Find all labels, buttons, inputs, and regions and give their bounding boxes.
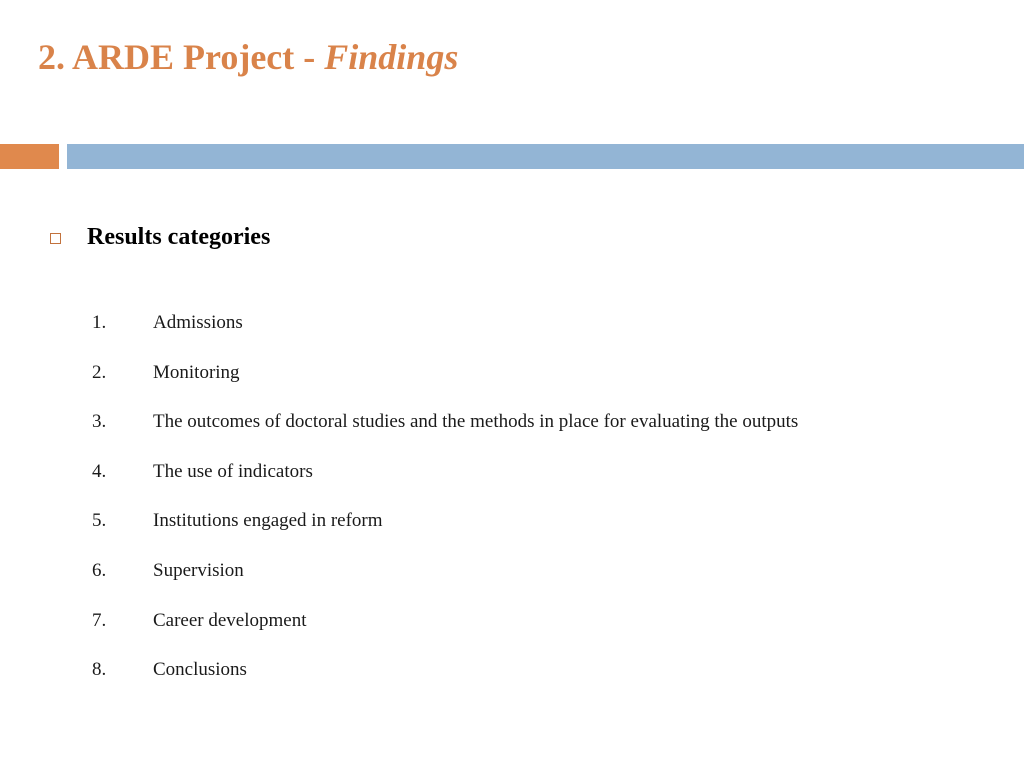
list-item-number: 4. xyxy=(92,460,107,482)
list-item xyxy=(92,312,798,362)
list-item-number: 6. xyxy=(92,559,107,581)
list-item-text: Supervision xyxy=(153,559,244,581)
list-item xyxy=(92,510,798,560)
list-item-text: Conclusions xyxy=(153,659,247,681)
list-item-number: 2. xyxy=(92,361,107,383)
square-bullet-icon xyxy=(50,233,61,244)
list-item xyxy=(92,560,798,610)
list-item xyxy=(92,659,798,709)
accent-bar-orange xyxy=(0,144,59,169)
slide-title-emphasis: Findings xyxy=(324,37,459,77)
list-item-number: 7. xyxy=(92,609,107,631)
list-item-text: Career development xyxy=(153,609,307,631)
list-item-number: 1. xyxy=(92,312,107,333)
list-item xyxy=(92,610,798,660)
list-item xyxy=(92,461,798,511)
accent-bar-blue xyxy=(67,144,1024,169)
list-item-number: 3. xyxy=(92,411,107,433)
slide-title xyxy=(38,36,458,79)
slide-title-prefix: 2. ARDE Project - xyxy=(38,37,325,77)
list-item-text: The outcomes of doctoral studies and the methods in place for evaluating the outputs xyxy=(153,411,799,433)
list-item-number: 5. xyxy=(92,510,107,532)
list-item-text: Admissions xyxy=(153,312,243,333)
list-item xyxy=(92,362,798,412)
list-item-text: Monitoring xyxy=(153,361,240,383)
list-item-number: 8. xyxy=(92,659,107,681)
list-item-text: Institutions engaged in reform xyxy=(153,510,383,532)
bullet-heading-text: Results categories xyxy=(87,224,271,250)
bullet-heading xyxy=(50,224,270,251)
list-item xyxy=(92,411,798,461)
results-list xyxy=(92,312,798,709)
list-item-text: The use of indicators xyxy=(153,460,313,482)
